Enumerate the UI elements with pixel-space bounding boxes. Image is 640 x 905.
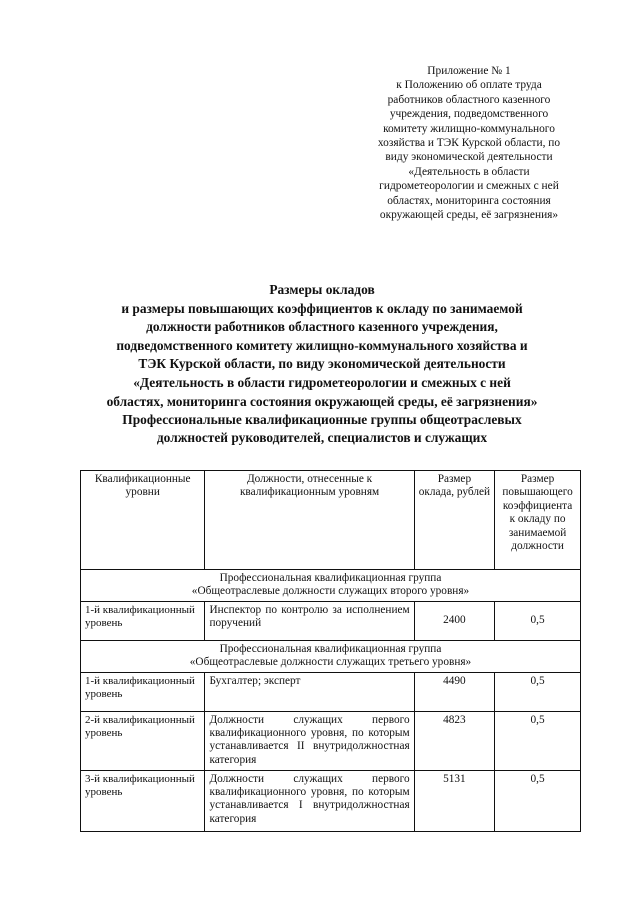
title-line: ТЭК Курской области, по виду экономической деятельности (138, 356, 506, 372)
subtitle-line: Профессиональные квалификационные группы общеотраслевых (122, 412, 522, 427)
header-coefficient: Размер повышающего коэффициента к окладу по занимаемой должности (495, 471, 581, 570)
table-row (81, 672, 581, 711)
appendix-line: областях, мониторинга состояния (387, 194, 551, 207)
level-cell: 1-й квалификационный уровень (81, 672, 205, 711)
table-row (81, 601, 581, 640)
salary-cell: 4490 (414, 672, 494, 711)
title-line: «Деятельность в области гидрометеорологии и смежных с ней (133, 374, 511, 390)
appendix-line: учреждения, подведомственного (389, 108, 549, 121)
title-line: подведомственного комитету жилищно-коммунального хозяйства и (116, 337, 528, 353)
appendix-note (360, 64, 578, 222)
section-heading (62, 411, 582, 447)
group-header-row (81, 570, 581, 602)
group-title-line: «Общеотраслевые должности служащих второго уровня» (191, 585, 470, 598)
header-positions: Должности, отнесенные к квалификационным уровням (205, 471, 414, 570)
level-cell: 1-й квалификационный уровень (81, 601, 205, 640)
title-line: Размеры окладов (269, 282, 375, 297)
appendix-line: «Деятельность в области (408, 165, 530, 178)
position-cell: Должности служащих первого квалификационного уровня, по которым устанавливается I внутридолжностная категория (205, 770, 414, 831)
table-row (81, 770, 581, 831)
group-title (81, 640, 581, 672)
table-row (81, 711, 581, 770)
position-cell: Инспектор по контролю за исполнением поручений (205, 601, 414, 640)
position-cell: Бухгалтер; эксперт (205, 672, 414, 711)
group-header-row (81, 640, 581, 672)
coefficient-cell: 0,5 (495, 711, 581, 770)
coefficient-cell: 0,5 (495, 672, 581, 711)
appendix-line: гидрометеорологии и смежных с ней (379, 180, 559, 193)
coefficient-cell: 0,5 (495, 770, 581, 831)
salary-table (80, 470, 581, 832)
appendix-line: хозяйства и ТЭК Курской области, по (377, 137, 561, 150)
appendix-line: Приложение № 1 (427, 65, 511, 77)
title-line: областях, мониторинга состояния окружающей среды, её загрязнения» (106, 393, 538, 409)
header-salary: Размер оклада, рублей (414, 471, 494, 570)
group-title-line: «Общеотраслевые должности служащих третьего уровня» (189, 656, 472, 669)
appendix-line: комитету жилищно-коммунального (383, 122, 555, 135)
level-cell: 3-й квалификационный уровень (81, 770, 205, 831)
level-cell: 2-й квалификационный уровень (81, 711, 205, 770)
group-title-line: Профессиональная квалификационная группа (219, 572, 442, 584)
salary-cell: 4823 (414, 711, 494, 770)
appendix-line: окружающей среды, её загрязнения» (379, 209, 559, 222)
position-cell: Должности служащих первого квалификационного уровня, по которым устанавливается II внутридолжностная категория (205, 711, 414, 770)
appendix-line: виду экономической деятельности (385, 151, 553, 164)
salary-cell: 2400 (414, 601, 494, 640)
subtitle-line: должностей руководителей, специалистов и служащих (156, 430, 488, 445)
salary-cell: 5131 (414, 770, 494, 831)
appendix-line: работников областного казенного (387, 93, 551, 106)
header-levels: Квалификационные уровни (81, 471, 205, 570)
appendix-line: к Положению об оплате труда (396, 79, 542, 92)
title-line: и размеры повышающих коэффициентов к окладу по занимаемой (121, 300, 523, 316)
title-line: должности работников областного казенного учреждения, (146, 319, 498, 335)
group-title-line: Профессиональная квалификационная группа (219, 642, 442, 655)
group-title (81, 570, 581, 602)
coefficient-cell: 0,5 (495, 601, 581, 640)
table-header-row (81, 471, 581, 570)
document-title (62, 281, 582, 411)
